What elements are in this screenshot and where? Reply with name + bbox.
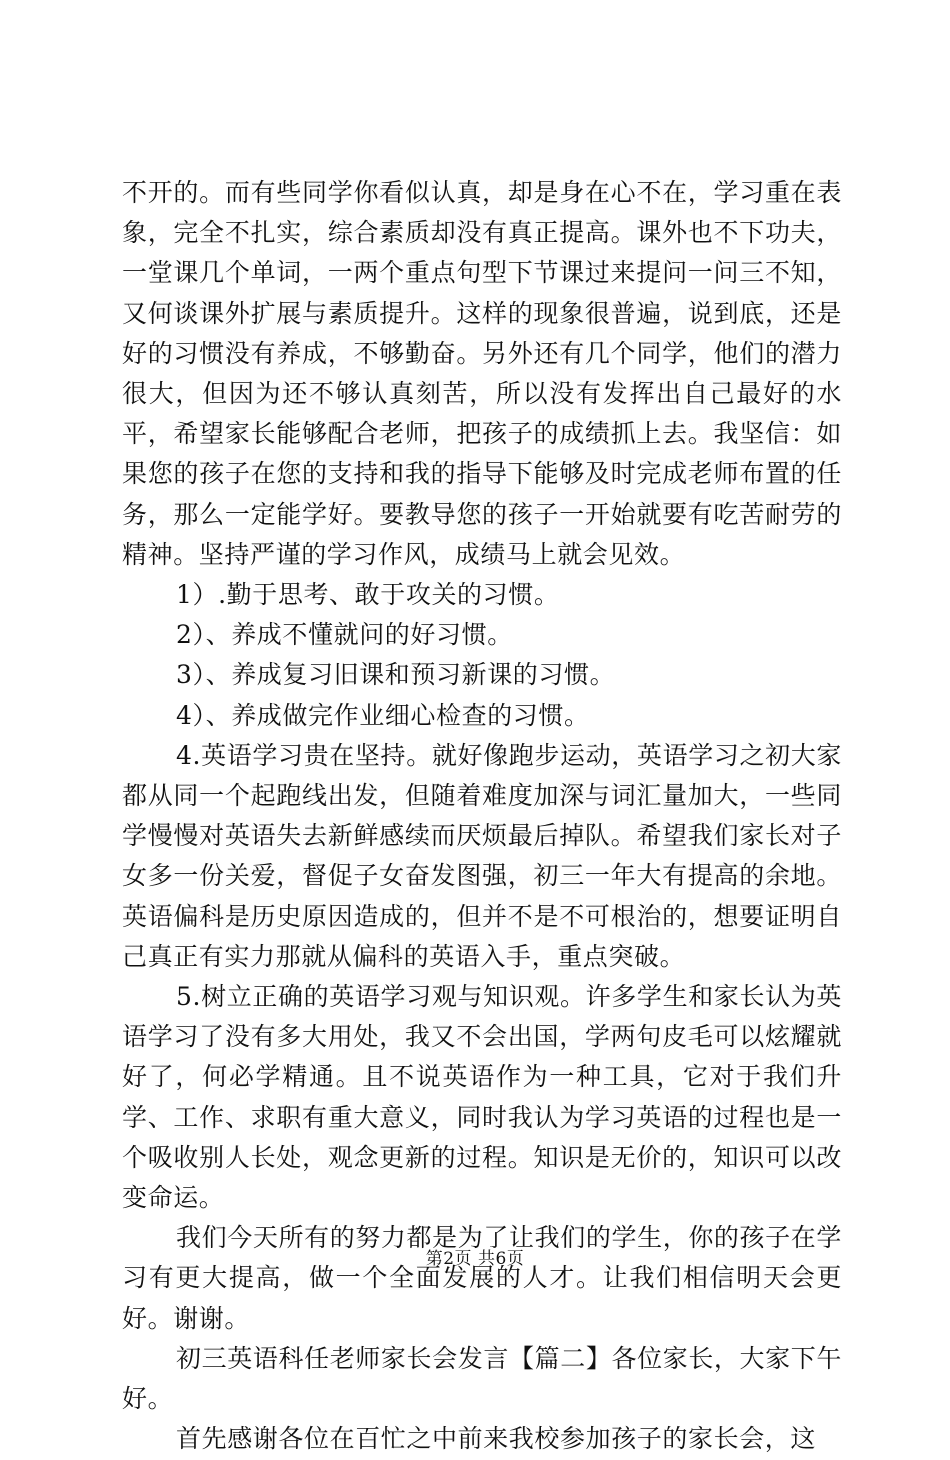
list-item-habit-2: 2）、养成不懂就问的好习惯。 xyxy=(176,620,513,650)
paragraph-point-4: 4.英语学习贵在坚持。就好像跑步运动，英语学习之初大家都从同一个起跑线出发，但随着难度加深与词汇量加大，一些同学慢慢对英语失去新鲜感续而厌烦最后掉队。希望我们家长对子女多一份关爱，督促子女奋发图强，初三一年大有提高的余地。英语偏科是历史原因造成的，但并不是不可根治的，想要证明自己真正有实力那就从偏科的英语入手，重点突破。 xyxy=(122,740,842,971)
paragraph-continuation: 不开的。而有些同学你看似认真，却是身在心不在，学习重在表象，完全不扎实，综合素质却没有真正提高。课外也不下功夫，一堂课几个单词，一两个重点句型下节课过来提问一问三不知，又何谈课外扩展与素质提升。这样的现象很普遍，说到底，还是好的习惯没有养成，不够勤奋。另外还有几个同学，他们的潜力很大，但因为还不够认真刻苦，所以没有发挥出自己最好的水平，希望家长能够配合老师，把孩子的成绩抓上去。我坚信：如果您的孩子在您的支持和我的指导下能够及时完成老师布置的任务，那么一定能学好。要教导您的孩子一开始就要有吃苦耐劳的精神。坚持严谨的学习作风，成绩马上就会见效。 xyxy=(122,178,842,569)
paragraph-closing: 我们今天所有的努力都是为了让我们的学生，你的孩子在学习有更大提高，做一个全面发展的人才。让我们相信明天会更好。谢谢。 xyxy=(122,1223,842,1333)
paragraph-section-two-opening: 首先感谢各位在百忙之中前来我校参加孩子的家长会，这 xyxy=(176,1424,817,1454)
paragraph-point-5: 5.树立正确的英语学习观与知识观。许多学生和家长认为英语学习了没有多大用处，我又不会出国，学两句皮毛可以炫耀就好了，何必学精通。且不说英语作为一种工具，它对于我们升学、工作、求职有重大意义，同时我认为学习英语的过程也是一个吸收别人长处，观念更新的过程。知识是无价的，知识可以改变命运。 xyxy=(122,982,842,1213)
paragraph-section-two-title: 初三英语科任老师家长会发言【篇二】各位家长，大家下午好。 xyxy=(122,1343,842,1414)
page-number-footer: 第2页 共6页 xyxy=(425,1249,525,1269)
list-item-habit-4: 4）、养成做完作业细心检查的习惯。 xyxy=(176,700,590,730)
list-item-habit-3: 3）、养成复习旧课和预习新课的习惯。 xyxy=(176,660,616,690)
list-item-habit-1: 1）.勤于思考、敢于攻关的习惯。 xyxy=(176,580,560,610)
